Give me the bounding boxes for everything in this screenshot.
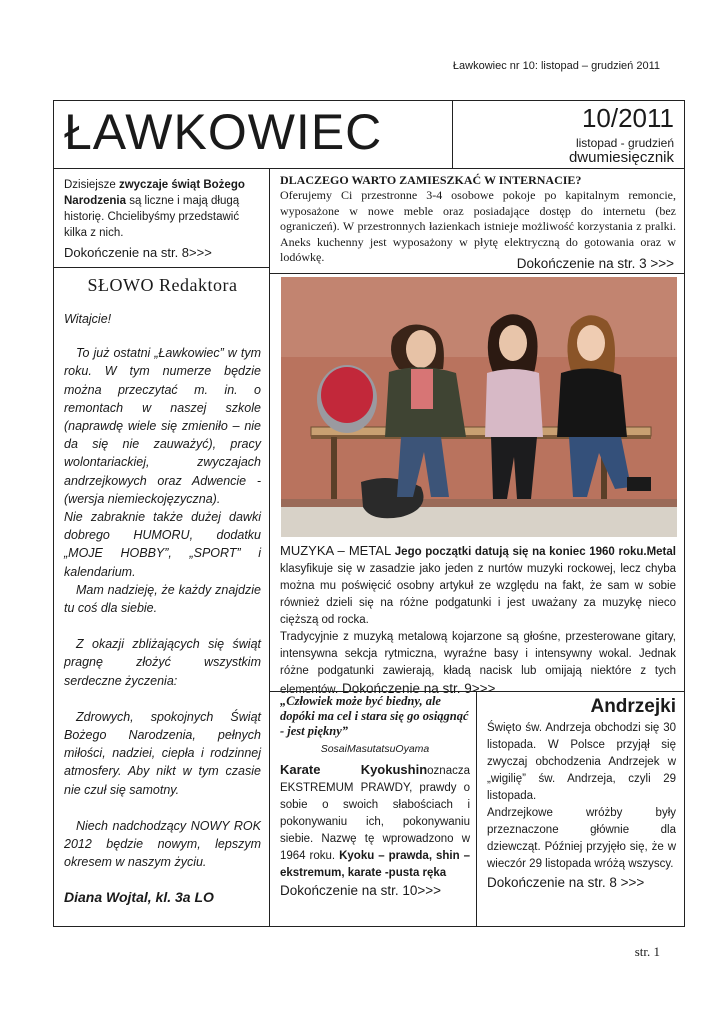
teaser-text: Dzisiejsze xyxy=(64,179,119,191)
editorial-paragraph: Zdrowych, spokojnych Świąt Bożego Narodzenia, pełnych miłości, nadziei, ciepła i rodzinnej atmosfery. Aby nikt w tym czasie nie czuł się samotny. xyxy=(64,709,261,797)
editorial-section xyxy=(54,269,269,905)
karate-body xyxy=(280,761,470,899)
karate-quote-author: SosaiMasutatsuOyama xyxy=(320,743,430,755)
karate-bold-text: Kyoku – prawda, shin – ekstremum, karate -pusta ręka xyxy=(280,850,470,879)
continued-link[interactable]: Dokończenie na str. 3 >>> xyxy=(516,256,674,271)
metal-music-article xyxy=(270,538,684,699)
karate-article xyxy=(270,691,477,926)
issue-frequency: dwumiesięcznik xyxy=(568,149,674,166)
teaser-text-continued: są liczne i mają długą historię. Chcielibyśmy przedstawić kilka z nich. xyxy=(64,195,240,239)
editorial-paragraph: Z okazji zbliżających się świąt pragnę złożyć wszystkim serdeczne życzenia: xyxy=(64,637,261,688)
continued-link[interactable]: Dokończenie na str. 9>>> xyxy=(338,681,496,696)
newspaper-page-frame xyxy=(53,100,685,927)
dormitory-body: Oferujemy Ci przestronne 3-4 osobowe pokoje po kapitalnym remoncie, wyposażone w nowe meble oraz posiadające dostęp do internetu (bez ograniczeń). W przestronnych łazienkach istnieje możliwość korzystania z pralki. Aneks kuchenny jest wyposażony w płytę elektryczną do gotowania oraz w lodówkę. xyxy=(280,188,676,264)
andrzejki-paragraph: Święto św. Andrzeja obchodzi się 30 listopada. W Polsce przyjął się zwyczaj obchodzenia Andrzejek w „wigilię” św. Andrzeja, czyli 29 listopada. xyxy=(487,722,676,802)
issue-info-box xyxy=(452,101,684,169)
page-number: str. 1 xyxy=(634,944,660,959)
editorial-paragraph: To już ostatni „Ławkowiec” w tym roku. W tym numerze będzie można przeczytać m. in. o remontach w naszej szkole (naprawdę wiele się zmieniło – nie da się nie zauważyć), pracy wolontariackiej, zwyczajach andrzejkowych oraz Adwencie - (wersja niemieckojęzyczna). xyxy=(64,346,261,506)
running-head: Ławkowiec nr 10: listopad – grudzień 2011 xyxy=(452,60,660,72)
issue-number: 10/2011 xyxy=(581,103,674,133)
andrzejki-paragraph: Andrzejkowe wróżby były przeznaczone głównie dla dziewcząt. Później przyjęło się, że w wieczór 29 listopada wróżą wszyscy. xyxy=(487,807,676,870)
metal-article-bold-intro: Jego początki datują się na koniec 1960 roku.Metal xyxy=(394,546,676,558)
metal-article-text: Tradycyjnie z muzyką metalową kojarzone są głośne, przesterowane gitary, intensywna sekcja rytmiczna, wyraźne basy i intensywny wokal. Jednak różne podgatunki zawierają, kładą nacisk lub omijają niektóre z tych elementów. xyxy=(280,631,676,696)
editorial-heading: SŁOWO Redaktora xyxy=(87,275,238,295)
dormitory-article xyxy=(270,169,684,274)
continued-link[interactable]: Dokończenie na str. 8>>> xyxy=(64,245,212,260)
christmas-customs-teaser xyxy=(54,169,269,268)
issue-dates: listopad - grudzień xyxy=(575,136,674,150)
editorial-paragraph: Nie zabraknie także dużej dawki dobrego HUMORU, dodatku „MOJE HOBBY”, „SPORT” i kalendarium. xyxy=(64,510,261,579)
karate-quote: „Człowiek może być biedny, ale dopóki ma cel i stara się go osiągnąć - jest piękny” xyxy=(280,694,469,738)
editorial-paragraph: Mam nadzieję, że każdy znajdzie tu coś dla siebie. xyxy=(64,582,261,616)
continued-link[interactable]: Dokończenie na str. 10>>> xyxy=(280,883,441,898)
editorial-signature: Diana Wojtal, kl. 3a LO xyxy=(64,889,214,906)
masthead xyxy=(54,101,684,169)
andrzejki-article xyxy=(477,691,684,926)
editorial-greeting: Witajcie! xyxy=(64,312,112,326)
editorial-paragraph: Niech nadchodzący NOWY ROK 2012 będzie nowym, lepszym okresem w naszym życiu. xyxy=(64,818,261,870)
metal-article-title: MUZYKA – METAL xyxy=(280,543,395,558)
dormitory-heading: DLACZEGO WARTO ZAMIESZKAĆ W INTERNACIE? xyxy=(280,173,582,187)
continued-link[interactable]: Dokończenie na str. 8 >>> xyxy=(487,875,645,890)
metal-article-text: klasyfikuje się w zasadzie jako jeden z nurtów muzyki rockowej, lecz chyba można mu poświęcić osobny artykuł ze względu na fakt, że sam w sobie również dzieli się na różne podgatunki i jest uważany za muzykę nieco cięższą od rocka. xyxy=(280,563,676,626)
students-photo xyxy=(281,277,677,537)
students-photo-illustration xyxy=(281,277,677,537)
teaser-bold-text: zwyczaje świąt Bożego Narodzenia xyxy=(64,179,245,207)
karate-text: oznacza EKSTREMUM PRAWDY, prawdy o sobie o swoich słabościach i pokonywaniu ich, pokonywaniu siebie. Nazwę tę wprowadzono w 1964 roku. xyxy=(280,765,470,862)
andrzejki-heading: Andrzejki xyxy=(590,696,676,717)
karate-title: Karate Kyokushin xyxy=(280,762,428,777)
newspaper-title: ŁAWKOWIEC xyxy=(64,104,383,160)
left-column xyxy=(54,169,270,926)
